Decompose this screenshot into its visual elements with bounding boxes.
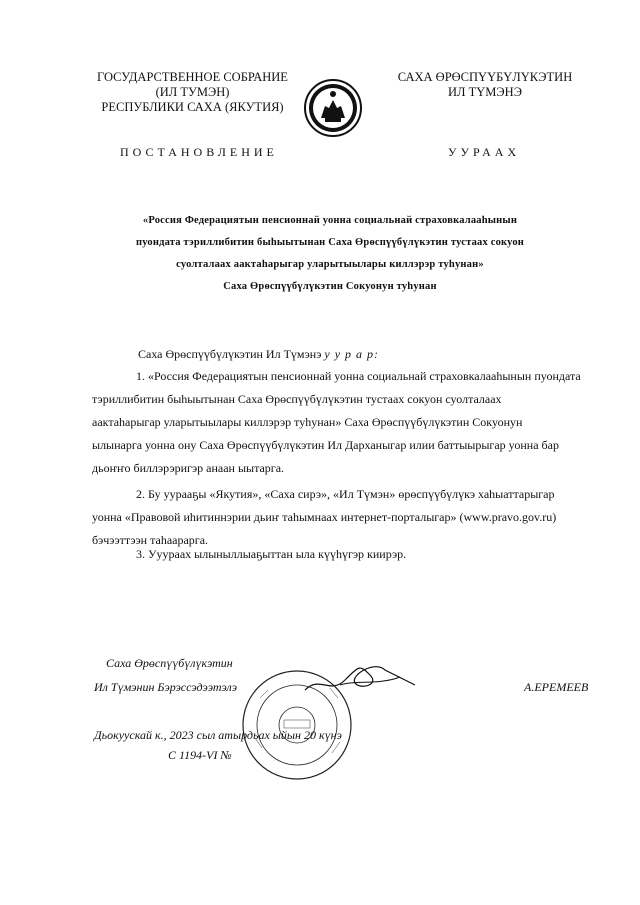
p1-line-4: ылынарга уонна ону Саха Өрөспүүбүлүкэтин Ил Дарханыгар илии баттыырыгар уонна бар (92, 438, 559, 452)
doc-type-right: УУРААХ (448, 145, 521, 159)
p2-line-3: бэчээттээн таһаарарга. (92, 533, 209, 547)
paragraph-2 (92, 483, 588, 552)
title-line-4: Саха Өрөспүүбүлүкэтин Сокуонун туһунан (223, 281, 437, 292)
p1-line-1: 1. «Россия Федерациятын пенсионнай уонна социальнай страховкалааһынын пуондата (136, 369, 581, 383)
header-left-line-3: РЕСПУБЛИКИ САХА (ЯКУТИЯ) (101, 100, 284, 114)
footer-place-date: Дьокуускай к., 2023 сыл атырдьах ыйын 20 күнэ (94, 728, 342, 742)
paragraph-3: 3. Ууураах ылыныллыаҕыттан ыла күүһүгэр киирэр. (136, 547, 407, 561)
p2-line-2: уонна «Правовой иһитиннэрии дьиҥ таһымнаах интернет-порталыгар» (www.pravo.gov.ru) (92, 510, 557, 524)
title-line-2: пуондата тэриллибитин быһыытынан Саха Өрөспүүбүлүкэтин тустаах сокуон (135, 237, 525, 248)
paragraph-1 (92, 365, 588, 480)
title-line-3: суолталаах аактаһарыгар уларытыылары киллэрэр туһунан» (176, 259, 484, 270)
signature-name: А.ЕРЕМЕЕВ (524, 680, 589, 694)
header-left-line-2: (ИЛ ТУМЭН) (155, 85, 230, 99)
signature-title-line-2: Ил Түмэнин Бэрэссэдээтэлэ (94, 680, 238, 694)
footer-number: С 1194-VI № (168, 748, 232, 762)
p1-line-5: дьоҥҥо биллэрэригэр анаан ыытарга. (92, 461, 285, 475)
document-title (70, 210, 590, 298)
header-right-line-1: САХА ӨРӨСПҮҮБҮЛҮКЭТИН (397, 70, 573, 84)
doc-type-left: ПОСТАНОВЛЕНИЕ (120, 145, 278, 159)
emblem-seal-icon (303, 78, 363, 138)
header-right (380, 70, 590, 100)
p2-line-1: 2. Бу уурааҕы «Якутия», «Саха сирэ», «Ил Түмэн» өрөспүүбүлүкэ хаһыаттарыгар (136, 487, 555, 501)
header-left-line-1: ГОСУДАРСТВЕННОЕ СОБРАНИЕ (97, 70, 288, 84)
p1-line-2: тэриллибитин быһыытынан Саха Өрөспүүбүлүкэтин тустаах сокуон суолталаах (92, 392, 502, 406)
signature-title-line-1: Саха Өрөспүүбүлүкэтин (106, 656, 233, 670)
header-left (60, 70, 325, 115)
official-stamp (240, 668, 355, 783)
header-right-line-2: ИЛ ТҮМЭНЭ (448, 85, 522, 99)
p1-line-3: аактаһарыгар уларытыылары киллэрэр туһунан» Саха Өрөспүүбүлүкэтин Сокуонун (92, 415, 523, 429)
intro-line (138, 347, 379, 362)
intro-emphasis: у у р а р: (324, 347, 380, 361)
intro-text: Саха Өрөспүүбүлүкэтин Ил Түмэнэ (138, 347, 322, 361)
title-line-1: «Россия Федерациятын пенсионнай уонна социальнай страховкалааһынын (142, 215, 518, 226)
